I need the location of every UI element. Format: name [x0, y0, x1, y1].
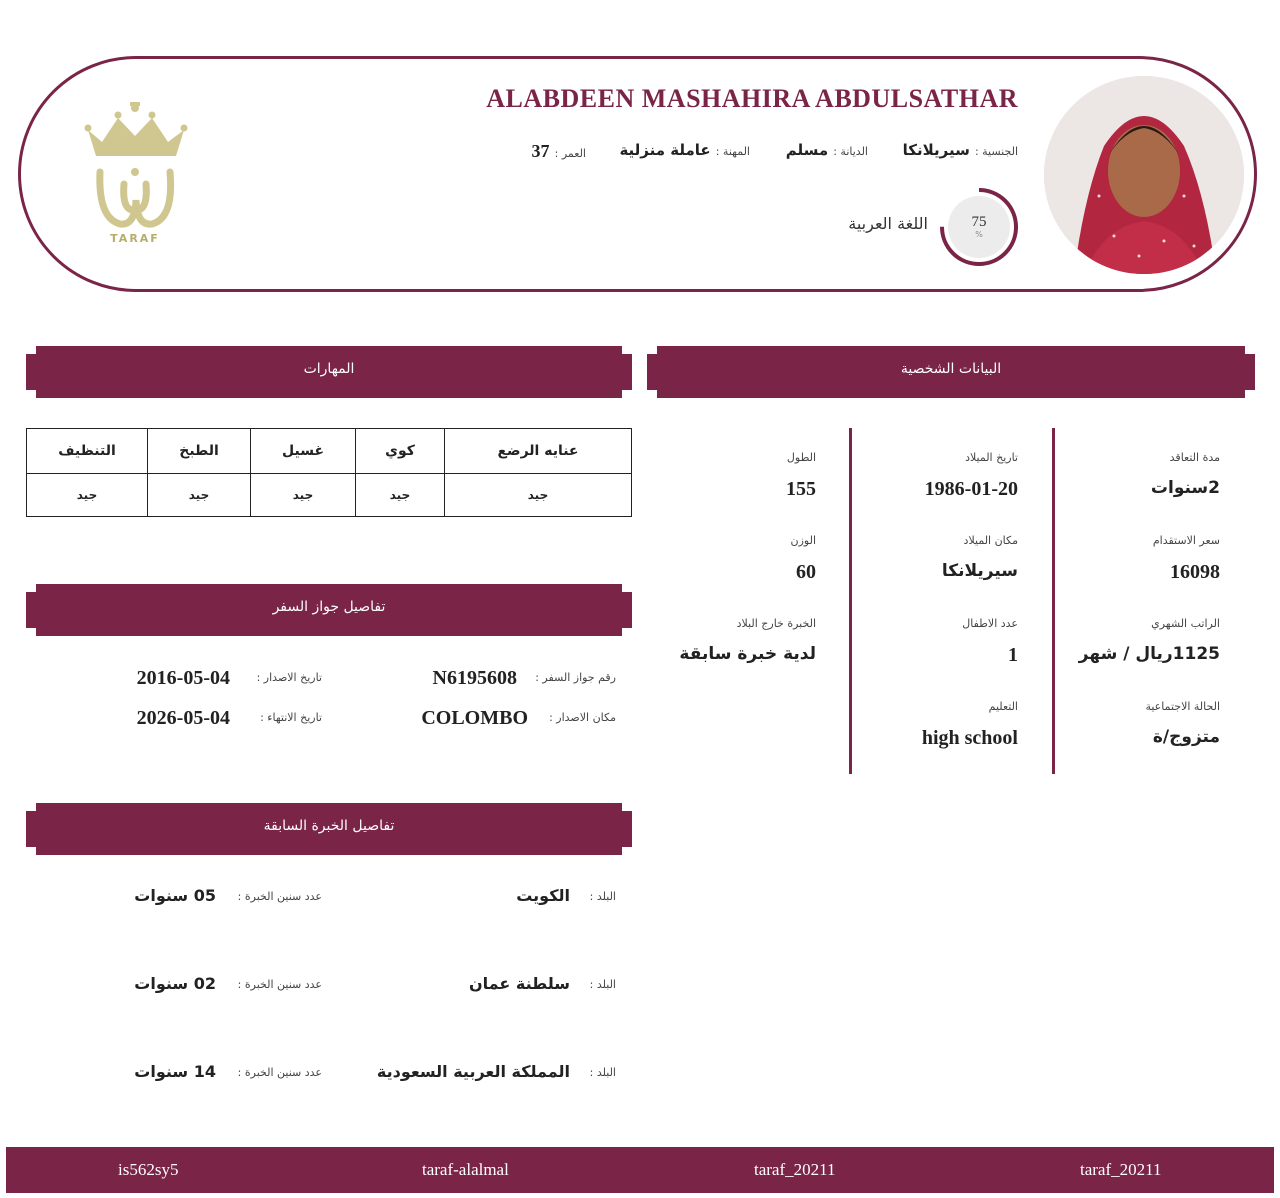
- job-value: عاملة منزلية: [619, 141, 711, 159]
- weight-value: 60: [796, 561, 816, 583]
- logo-text: TARAF: [110, 232, 160, 245]
- issue-date-label: تاريخ الاصدار :: [256, 671, 322, 684]
- candidate-photo: [1044, 76, 1244, 274]
- birthplace-value: سيريلانكا: [941, 561, 1018, 581]
- meta-age: [532, 141, 586, 162]
- personal-section-title: البيانات الشخصية: [900, 361, 1002, 377]
- salary-label: الراتب الشهري: [1151, 617, 1220, 630]
- exp-years-label: عدد سنين الخبرة :: [237, 1066, 322, 1079]
- skills-value-row: [27, 474, 632, 517]
- skill-header: كوي: [356, 429, 445, 474]
- dob-label: تاريخ الميلاد: [965, 451, 1018, 464]
- marital-label: الحالة الاجتماعية: [1145, 700, 1220, 713]
- passport-number-label: رقم جواز السفر :: [535, 671, 616, 684]
- exp-years-label: عدد سنين الخبرة :: [237, 978, 322, 991]
- abroad-label: الخبرة خارج البلاد: [736, 617, 816, 630]
- issue-place-label: مكان الاصدار :: [549, 711, 616, 724]
- skill-header: التنظيف: [27, 429, 148, 474]
- skills-section-header: [26, 346, 632, 398]
- expiry-label: تاريخ الانتهاء :: [260, 711, 322, 724]
- exp-country-value: سلطنة عمان: [469, 974, 570, 993]
- column-divider: [1052, 428, 1055, 774]
- skill-value: جيد: [148, 474, 251, 517]
- exp-years-label: عدد سنين الخبرة :: [237, 890, 322, 903]
- skills-table: [26, 428, 632, 517]
- exp-years-value: 02 سنوات: [134, 974, 216, 993]
- passport-section-header: [26, 584, 632, 636]
- footer-code: is562sy5: [118, 1160, 179, 1179]
- language-percent: 75: [971, 214, 987, 230]
- column-divider: [849, 428, 852, 774]
- passport-number-value: N6195608: [432, 667, 517, 689]
- footer-handle: taraf-alalmal: [422, 1160, 509, 1179]
- issue-place-value: COLOMBO: [421, 707, 528, 729]
- crown-logo-icon: [80, 100, 190, 250]
- education-value: high school: [921, 727, 1018, 749]
- recruit-price-value: 16098: [1170, 561, 1220, 583]
- height-value: 155: [786, 478, 816, 500]
- skill-header: عنايه الرضع: [445, 429, 632, 474]
- contract-label: مدة التعاقد: [1169, 451, 1220, 464]
- salary-value: 1125ريال / شهر: [1078, 644, 1220, 664]
- exp-country-label: البلد :: [589, 1066, 616, 1079]
- exp-years-value: 05 سنوات: [134, 886, 216, 905]
- personal-section-header: [647, 346, 1255, 398]
- job-label: المهنة :: [715, 145, 750, 158]
- birthplace-label: مكان الميلاد: [963, 534, 1018, 547]
- footer-handle: taraf_20211: [1080, 1160, 1162, 1179]
- percent-sign: %: [975, 230, 983, 239]
- age-label: العمر :: [554, 147, 586, 160]
- children-value: 1: [1008, 644, 1018, 666]
- marital-value: متزوج/ة: [1152, 727, 1220, 747]
- nationality-value: سيريلانكا: [902, 141, 970, 159]
- dob-value: 1986-01-20: [924, 478, 1018, 500]
- age-value: 37: [531, 141, 550, 161]
- abroad-value: لدية خبرة سابقة: [679, 644, 816, 664]
- issue-date-value: 2016-05-04: [136, 667, 230, 689]
- education-label: التعليم: [988, 700, 1018, 713]
- recruit-price-label: سعر الاستقدام: [1152, 534, 1220, 547]
- religion-value: مسلم: [785, 141, 829, 159]
- skill-value: جيد: [27, 474, 148, 517]
- taraf-logo: [80, 100, 190, 250]
- exp-country-value: الكويت: [516, 886, 570, 905]
- passport-section-title: تفاصيل جواز السفر: [272, 599, 386, 615]
- exp-country-label: البلد :: [589, 890, 616, 903]
- skill-header: الطبخ: [148, 429, 251, 474]
- skills-section-title: المهارات: [303, 361, 355, 377]
- exp-years-value: 14 سنوات: [134, 1062, 216, 1081]
- height-label: الطول: [786, 451, 816, 464]
- footer-bar: [6, 1147, 1274, 1193]
- skill-value: جيد: [251, 474, 356, 517]
- skill-header: غسيل: [251, 429, 356, 474]
- children-label: عدد الاطفال: [962, 617, 1018, 630]
- exp-country-value: المملكة العربية السعودية: [376, 1062, 570, 1081]
- expiry-value: 2026-05-04: [136, 707, 230, 729]
- language-label: اللغة العربية: [848, 214, 928, 233]
- meta-job: [619, 140, 750, 159]
- religion-label: الديانة :: [833, 145, 868, 158]
- skill-value: جيد: [445, 474, 632, 517]
- nationality-label: الجنسية :: [974, 145, 1018, 158]
- skills-header-row: [27, 429, 632, 474]
- candidate-name: ALABDEEN MASHAHIRA ABDULSATHAR: [486, 84, 1018, 113]
- meta-religion: [786, 140, 868, 159]
- weight-label: الوزن: [790, 534, 816, 547]
- experience-section-title: تفاصيل الخبرة السابقة: [263, 818, 395, 834]
- skill-value: جيد: [356, 474, 445, 517]
- exp-country-label: البلد :: [589, 978, 616, 991]
- meta-nationality: [903, 140, 1018, 159]
- experience-section-header: [26, 803, 632, 855]
- footer-handle: taraf_20211: [754, 1160, 836, 1179]
- contract-value: 2سنوات: [1150, 478, 1220, 498]
- person-portrait-icon: [1044, 76, 1244, 274]
- arabic-language-gauge: [938, 186, 1020, 268]
